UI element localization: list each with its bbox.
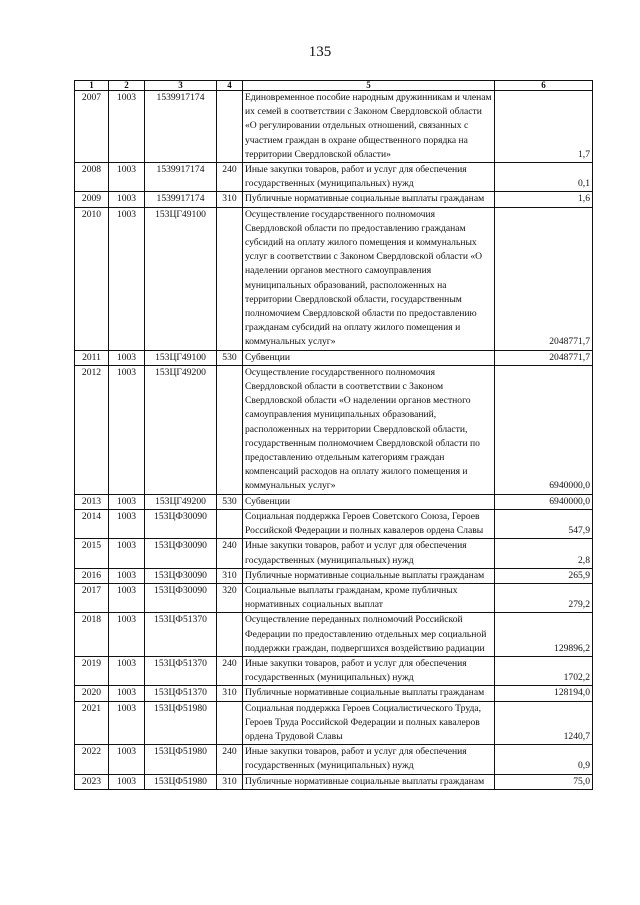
target-code-cell: 153ЦГ49200: [145, 494, 217, 509]
expense-type-cell: 310: [217, 686, 243, 701]
table-header-row: [75, 81, 593, 91]
column-header-6: 6: [495, 81, 593, 91]
section-code-cell: 1003: [109, 656, 145, 685]
row-number-cell: 2013: [75, 494, 109, 509]
target-code-cell: 153ЦФ30090: [145, 539, 217, 568]
expense-type-cell: [217, 509, 243, 538]
expense-type-cell: 240: [217, 656, 243, 685]
item-name-cell: Иные закупки товаров, работ и услуг для обеспечения государственных (муниципальных) нужд: [243, 656, 495, 685]
table-row: [75, 350, 593, 365]
section-code-cell: 1003: [109, 613, 145, 657]
section-code-cell: 1003: [109, 350, 145, 365]
expense-type-cell: 320: [217, 583, 243, 612]
page-number: 135: [308, 44, 332, 60]
item-name-cell: Субвенции: [243, 350, 495, 365]
expense-type-cell: 530: [217, 494, 243, 509]
row-number-cell: 2007: [75, 91, 109, 163]
target-code-cell: 1539917174: [145, 192, 217, 207]
table-row: [75, 192, 593, 207]
table-row: [75, 745, 593, 774]
item-name-cell: Осуществление государственного полномочия Свердловской области по предоставлению гражданам субсидий на оплату жилого помещения и коммунальных услуг в соответствии с Законом Свердловской области «О наделении органов местного самоуправления муниципальных образований, расположенных на территории Свердловской области, государственным полномочием Свердловской области по предоставлению гражданам субсидий на оплату жилого помещения и коммунальных услуг»: [243, 207, 495, 350]
target-code-cell: 153ЦФ30090: [145, 583, 217, 612]
amount-cell: 265,9: [495, 568, 593, 583]
expense-type-cell: 310: [217, 192, 243, 207]
section-code-cell: 1003: [109, 207, 145, 350]
row-number-cell: 2008: [75, 163, 109, 192]
table-row: [75, 509, 593, 538]
expense-type-cell: 310: [217, 568, 243, 583]
amount-cell: 2048771,7: [495, 350, 593, 365]
target-code-cell: 153ЦФ30090: [145, 509, 217, 538]
table-row: [75, 163, 593, 192]
item-name-cell: Осуществление государственного полномочия Свердловской области в соответствии с Законом Свердловской области «О наделении органов местного самоуправления муниципальных образований, расположенных на территории Свердловской области, государственным полномочием Свердловской области по предоставлению отдельным категориям граждан компенсаций расходов на оплату жилого помещения и коммунальных услуг»: [243, 365, 495, 494]
amount-cell: 1702,2: [495, 656, 593, 685]
target-code-cell: 153ЦГ49100: [145, 350, 217, 365]
amount-cell: 6940000,0: [495, 365, 593, 494]
row-number-cell: 2017: [75, 583, 109, 612]
target-code-cell: 153ЦФ30090: [145, 568, 217, 583]
section-code-cell: 1003: [109, 686, 145, 701]
column-header-2: 2: [109, 81, 145, 91]
section-code-cell: 1003: [109, 539, 145, 568]
amount-cell: 279,2: [495, 583, 593, 612]
table-row: [75, 583, 593, 612]
section-code-cell: 1003: [109, 365, 145, 494]
amount-cell: 75,0: [495, 774, 593, 789]
table-row: [75, 365, 593, 494]
table-row: [75, 613, 593, 657]
expense-type-cell: 240: [217, 163, 243, 192]
table-row: [75, 774, 593, 789]
target-code-cell: 153ЦФ51980: [145, 701, 217, 745]
column-header-3: 3: [145, 81, 217, 91]
expense-type-cell: [217, 365, 243, 494]
section-code-cell: 1003: [109, 745, 145, 774]
target-code-cell: 1539917174: [145, 91, 217, 163]
amount-cell: 547,9: [495, 509, 593, 538]
expense-type-cell: 310: [217, 774, 243, 789]
expense-type-cell: [217, 701, 243, 745]
table-row: [75, 656, 593, 685]
table-row: [75, 568, 593, 583]
section-code-cell: 1003: [109, 163, 145, 192]
row-number-cell: 2011: [75, 350, 109, 365]
amount-cell: 6940000,0: [495, 494, 593, 509]
section-code-cell: 1003: [109, 192, 145, 207]
expense-type-cell: 240: [217, 745, 243, 774]
row-number-cell: 2010: [75, 207, 109, 350]
item-name-cell: Публичные нормативные социальные выплаты гражданам: [243, 686, 495, 701]
column-header-5: 5: [243, 81, 495, 91]
target-code-cell: 153ЦФ51370: [145, 686, 217, 701]
target-code-cell: 153ЦФ51370: [145, 613, 217, 657]
table-row: [75, 91, 593, 163]
amount-cell: 1,6: [495, 192, 593, 207]
target-code-cell: 153ЦГ49200: [145, 365, 217, 494]
section-code-cell: 1003: [109, 494, 145, 509]
expense-type-cell: [217, 207, 243, 350]
amount-cell: 129896,2: [495, 613, 593, 657]
row-number-cell: 2020: [75, 686, 109, 701]
item-name-cell: Социальная поддержка Героев Социалистического Труда, Героев Труда Российской Федерации и полных кавалеров ордена Трудовой Славы: [243, 701, 495, 745]
section-code-cell: 1003: [109, 701, 145, 745]
section-code-cell: 1003: [109, 583, 145, 612]
row-number-cell: 2014: [75, 509, 109, 538]
item-name-cell: Иные закупки товаров, работ и услуг для обеспечения государственных (муниципальных) нужд: [243, 745, 495, 774]
table-row: [75, 539, 593, 568]
row-number-cell: 2015: [75, 539, 109, 568]
row-number-cell: 2016: [75, 568, 109, 583]
amount-cell: 2,8: [495, 539, 593, 568]
table-row: [75, 494, 593, 509]
row-number-cell: 2012: [75, 365, 109, 494]
target-code-cell: 153ЦФ51980: [145, 774, 217, 789]
amount-cell: 0,1: [495, 163, 593, 192]
target-code-cell: 153ЦФ51980: [145, 745, 217, 774]
amount-cell: 128194,0: [495, 686, 593, 701]
item-name-cell: Иные закупки товаров, работ и услуг для обеспечения государственных (муниципальных) нужд: [243, 539, 495, 568]
column-header-1: 1: [75, 81, 109, 91]
item-name-cell: Публичные нормативные социальные выплаты гражданам: [243, 192, 495, 207]
target-code-cell: 1539917174: [145, 163, 217, 192]
budget-table: [74, 80, 593, 790]
item-name-cell: Публичные нормативные социальные выплаты гражданам: [243, 568, 495, 583]
amount-cell: 1,7: [495, 91, 593, 163]
table-row: [75, 701, 593, 745]
column-header-4: 4: [217, 81, 243, 91]
item-name-cell: Осуществление переданных полномочий Российской Федерации по предоставлению отдельных мер социальной поддержки граждан, подвергшихся воздействию радиации: [243, 613, 495, 657]
section-code-cell: 1003: [109, 91, 145, 163]
target-code-cell: 153ЦГ49100: [145, 207, 217, 350]
section-code-cell: 1003: [109, 774, 145, 789]
table-row: [75, 686, 593, 701]
target-code-cell: 153ЦФ51370: [145, 656, 217, 685]
item-name-cell: Социальная поддержка Героев Советского Союза, Героев Российской Федерации и полных кавалеров ордена Славы: [243, 509, 495, 538]
row-number-cell: 2018: [75, 613, 109, 657]
expense-type-cell: [217, 91, 243, 163]
expense-type-cell: [217, 613, 243, 657]
item-name-cell: Единовременное пособие народным дружинникам и членам их семей в соответствии с Законом Свердловской области «О регулировании отдельных отношений, связанных с участием граждан в охране общественного порядка на территории Свердловской области»: [243, 91, 495, 163]
item-name-cell: Субвенции: [243, 494, 495, 509]
row-number-cell: 2023: [75, 774, 109, 789]
row-number-cell: 2021: [75, 701, 109, 745]
table-row: [75, 207, 593, 350]
section-code-cell: 1003: [109, 568, 145, 583]
row-number-cell: 2019: [75, 656, 109, 685]
item-name-cell: Социальные выплаты гражданам, кроме публичных нормативных социальных выплат: [243, 583, 495, 612]
amount-cell: 0,9: [495, 745, 593, 774]
expense-type-cell: 530: [217, 350, 243, 365]
section-code-cell: 1003: [109, 509, 145, 538]
item-name-cell: Иные закупки товаров, работ и услуг для обеспечения государственных (муниципальных) нужд: [243, 163, 495, 192]
row-number-cell: 2022: [75, 745, 109, 774]
amount-cell: 2048771,7: [495, 207, 593, 350]
item-name-cell: Публичные нормативные социальные выплаты гражданам: [243, 774, 495, 789]
table-body: [75, 91, 593, 790]
row-number-cell: 2009: [75, 192, 109, 207]
amount-cell: 1240,7: [495, 701, 593, 745]
expense-type-cell: 240: [217, 539, 243, 568]
